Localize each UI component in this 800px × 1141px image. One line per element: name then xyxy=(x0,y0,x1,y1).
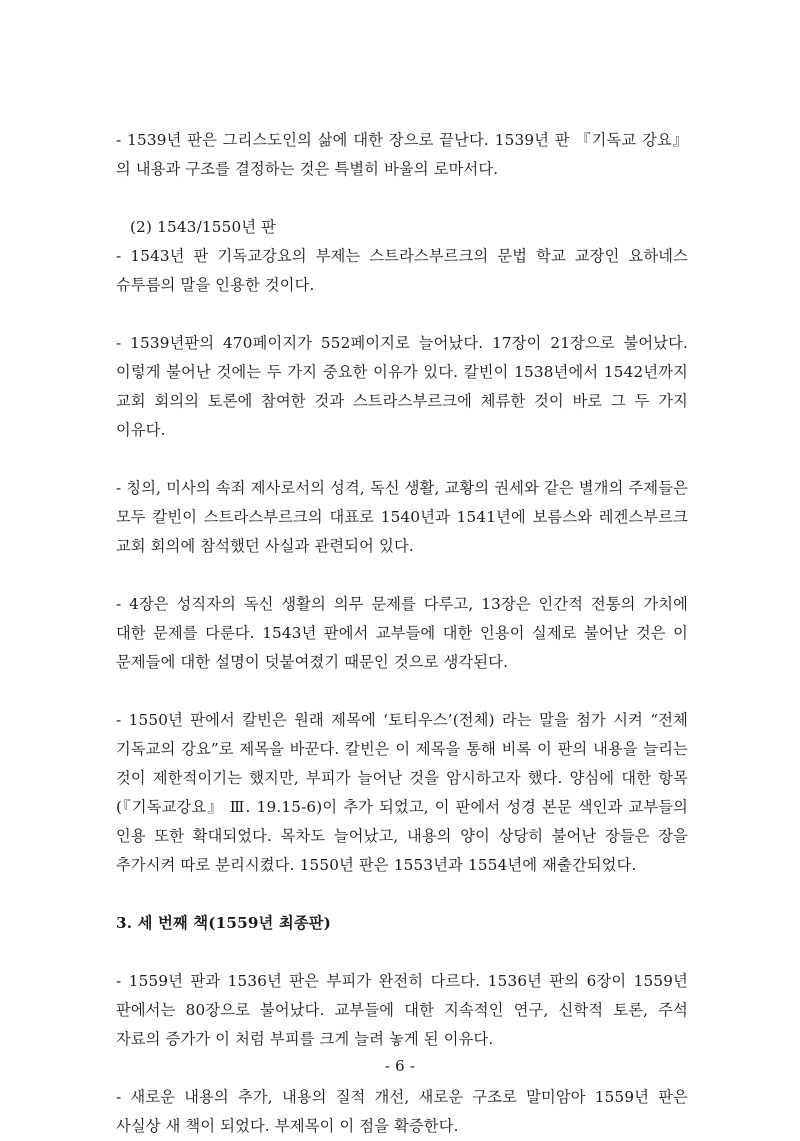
paragraph-topics: - 칭의, 미사의 속죄 제사로서의 성격, 독신 생활, 교황의 권세와 같은 별개의 주제들은 모두 칼빈이 스트라스부르크의 대표로 1540년과 1541년에 보름스와 레겐스부르크 교회 회의에 참석했던 사실과 관련되어 있다. xyxy=(116,479,688,555)
paragraph-page-growth: - 1539년판의 470페이지가 552페이지로 늘어났다. 17장이 21장으로 불어났다. 이렇게 불어난 것에는 두 가지 중요한 이유가 있다. 칼빈이 1538년에서 1542년까지 교회 회의의 토론에 참여한 것과 스트라스부르크에 체류한 것이 바로 그 두 가지 이유다. xyxy=(116,334,688,439)
section-heading-third-book: 3. 세 번째 책(1559년 최종판) xyxy=(116,914,332,932)
page-number: - 6 - xyxy=(384,1057,416,1075)
paragraph-1539-ending: - 1539년 판은 그리스도인의 삶에 대한 장으로 끝난다. 1539년 판 『기독교 강요』의 내용과 구조를 결정하는 것은 특별히 바울의 로마서다. xyxy=(116,131,688,178)
paragraph-1559-new-book: - 새로운 내용의 추가, 내용의 질적 개선, 새로운 구조로 말미암아 1559년 판은 사실상 새 책이 되었다. 부제목이 이 점을 확증한다. xyxy=(116,1088,688,1135)
paragraph-1559-volume: - 1559년 판과 1536년 판은 부피가 완전히 다르다. 1536년 판의 6장이 1559년 판에서는 80장으로 불어났다. 교부들에 대한 지속적인 연구, 신학적 토론, 주석 자료의 증가가 이 처럼 부피를 크게 늘려 놓게 된 이유다. xyxy=(116,972,688,1048)
paragraph-1550-edition: - 1550년 판에서 칼빈은 원래 제목에 ‘토티우스’(전체) 라는 말을 첨가 시켜 “전체 기독교의 강요”로 제목을 바꾼다. 칼빈은 이 제목을 통해 비록 이 판의 내용을 늘리는 것이 제한적이기는 했지만, 부피가 늘어난 것을 암시하고자 했다. 양심에 대한 항목(『기독교강요』 Ⅲ. 19.15-6)이 추가 되었고, 이 판에서 성경 본문 색인과 교부들의 인용 또한 확대되었다. 목차도 늘어났고, 내용의 양이 상당히 불어난 장들은 장을 추가시켜 따로 분리시켰다. 1550년 판은 1553년과 1554년에 재출간되었다. xyxy=(116,711,688,874)
section-label-1543-1550: (2) 1543/1550년 판 xyxy=(130,218,277,236)
paragraph-1543-subtitle: - 1543년 판 기독교강요의 부제는 스트라스부르크의 문법 학교 교장인 요하네스 슈투름의 말을 인용한 것이다. xyxy=(116,247,688,294)
paragraph-chapters: - 4장은 성직자의 독신 생활의 의무 문제를 다루고, 13장은 인간적 전통의 가치에 대한 문제를 다룬다. 1543년 판에서 교부들에 대한 인용이 실제로 불어난 것은 이 문제들에 대한 설명이 덧붙여졌기 때문인 것으로 생각된다. xyxy=(116,595,688,671)
